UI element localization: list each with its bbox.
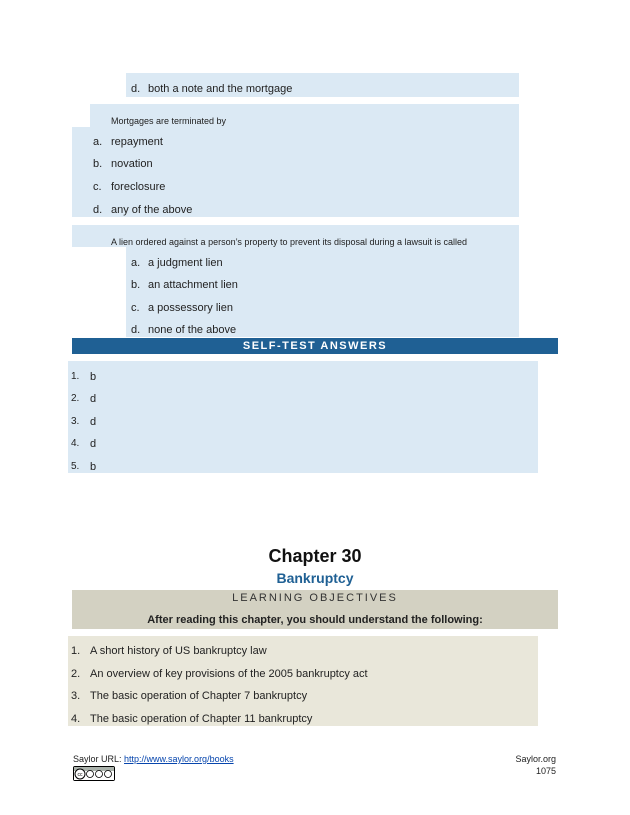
footer-url-line <box>73 754 234 764</box>
question-text: Mortgages are terminated by <box>111 116 227 126</box>
chapter-number: Chapter 30 <box>268 546 362 566</box>
option-text: an attachment lien <box>148 279 238 291</box>
option-letter: a. <box>131 257 141 269</box>
option-text: foreclosure <box>111 181 166 193</box>
objective-number: 4. <box>71 713 81 725</box>
answers-box <box>68 361 538 473</box>
learning-objectives-title: LEARNING OBJECTIVES <box>232 592 398 604</box>
page-number: 1075 <box>535 766 556 776</box>
objective-number: 3. <box>71 690 81 702</box>
objective-text: The basic operation of Chapter 11 bankruptcy <box>90 713 313 725</box>
footer-site: Saylor.org <box>515 754 556 764</box>
cc-badge-icon <box>74 767 114 780</box>
option-letter: c. <box>131 302 140 314</box>
answer-number: 1. <box>71 371 80 382</box>
option-letter: b. <box>131 279 141 291</box>
option-letter: d. <box>131 83 141 95</box>
objective-text: A short history of US bankruptcy law <box>90 645 267 657</box>
footer-url-label: Saylor URL: <box>73 754 125 764</box>
option-text: novation <box>111 158 153 170</box>
chapter-title: Bankruptcy <box>276 570 354 586</box>
creative-commons-license-icon <box>73 766 115 781</box>
question-text: A lien ordered against a person’s property to prevent its disposal during a lawsuit is called <box>111 237 468 247</box>
answer-value: b <box>90 371 97 383</box>
learning-objectives-intro: After reading this chapter, you should understand the following: <box>147 614 483 626</box>
option-text: both a note and the mortgage <box>148 83 293 95</box>
objective-number: 2. <box>71 668 81 680</box>
answer-value: d <box>90 393 97 405</box>
option-text: repayment <box>111 136 163 148</box>
self-test-answers-banner: SELF-TEST ANSWERS <box>72 338 558 354</box>
answer-number: 4. <box>71 438 80 449</box>
option-text: a judgment lien <box>148 257 223 269</box>
option-letter: d. <box>131 324 141 336</box>
answer-value: d <box>90 438 97 450</box>
option-text: a possessory lien <box>148 302 233 314</box>
objective-text: An overview of key provisions of the 2005 bankruptcy act <box>90 668 368 680</box>
option-letter: a. <box>93 136 103 148</box>
answer-value: d <box>90 416 97 428</box>
option-text: none of the above <box>148 324 237 336</box>
option-text: any of the above <box>111 204 193 216</box>
option-letter: c. <box>93 181 102 193</box>
svg-text:cc: cc <box>77 772 83 778</box>
saylor-books-link[interactable]: http://www.saylor.org/books <box>124 754 234 764</box>
answer-value: b <box>90 461 97 473</box>
option-letter: b. <box>93 158 103 170</box>
option-letter: d. <box>93 204 103 216</box>
objective-text: The basic operation of Chapter 7 bankruptcy <box>90 690 308 702</box>
answer-number: 5. <box>71 461 80 472</box>
answer-number: 3. <box>71 416 80 427</box>
objective-number: 1. <box>71 645 81 657</box>
answer-number: 2. <box>71 393 80 404</box>
